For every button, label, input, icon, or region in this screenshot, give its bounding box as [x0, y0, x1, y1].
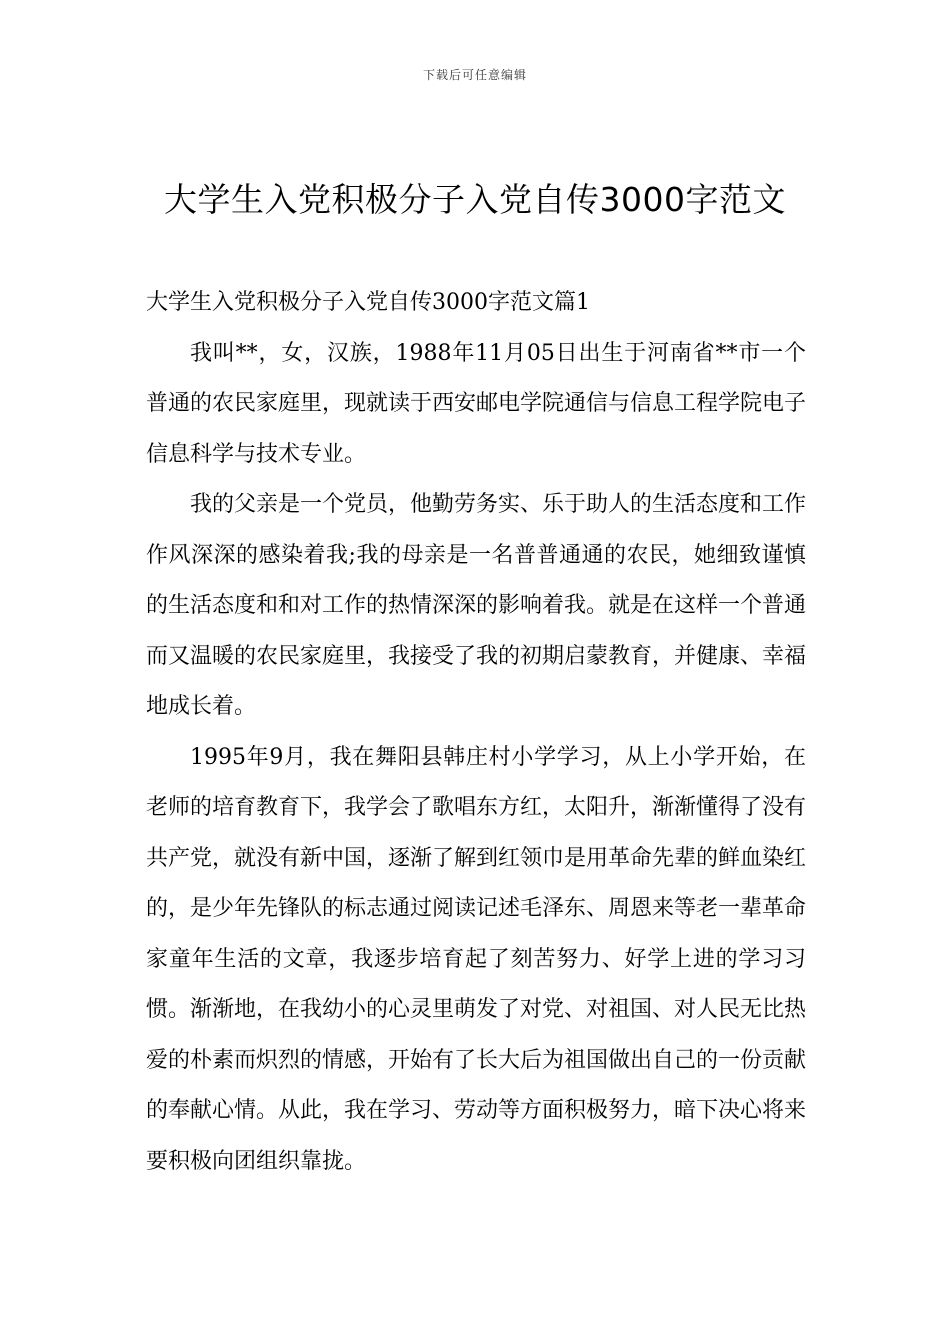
section-heading: 大学生入党积极分子入党自传3000字范文篇1 [146, 290, 590, 315]
paragraph-3: 1995年9月，我在舞阳县韩庄村小学学习，从上小学开始，在老师的培育教育下，我学会了歌唱东方红，太阳升，渐渐懂得了没有共产党，就没有新中国，逐渐了解到红领巾是用革命先辈的鲜血染红的，是少年先锋队的标志通过阅读记述毛泽东、周恩来等老一辈革命家童年生活的文章，我逐步培育起了刻苦努力、好学上进的学习习惯。渐渐地，在我幼小的心灵里萌发了对党、对祖国、对人民无比热爱的朴素而炽烈的情感，开始有了长大后为祖国做出自己的一份贡献的奉献心情。从此，我在学习、劳动等方面积极努力，暗下决心将来要积极向团组织靠拢。 [146, 744, 807, 1174]
document-body [146, 278, 806, 1187]
header-note: 下载后可任意编辑 [422, 68, 527, 82]
paragraph-2: 我的父亲是一个党员，他勤劳务实、乐于助人的生活态度和工作作风深深的感染着我;我的母亲是一名普普通通的农民，她细致谨慎的生活态度和和对工作的热情深深的影响着我。就是在这样一个普通而又温暖的农民家庭里，我接受了我的初期启蒙教育，并健康、幸福地成长着。 [146, 492, 807, 719]
document-title: 大学生入党积极分子入党自传3000字范文 [164, 180, 786, 219]
paragraph-1: 我叫**，女，汉族，1988年11月05日出生于河南省**市一个普通的农民家庭里，现就读于西安邮电学院通信与信息工程学院电子信息科学与技术专业。 [146, 340, 807, 467]
